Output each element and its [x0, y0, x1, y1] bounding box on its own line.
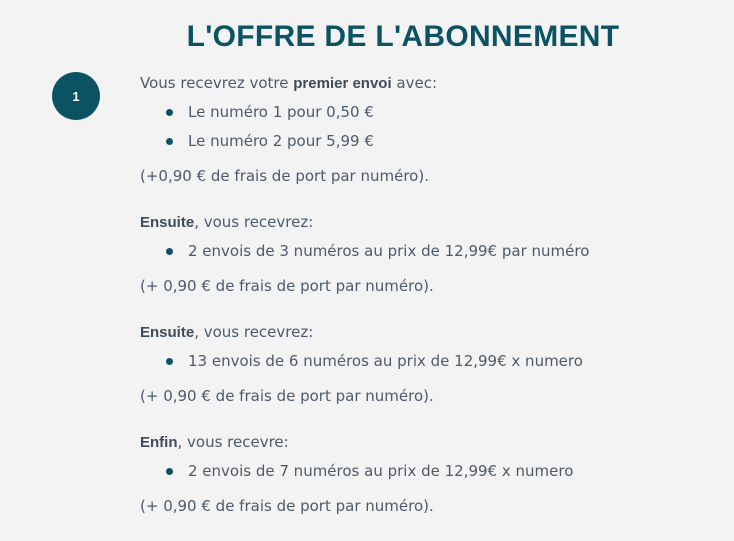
shipping-note: (+ 0,90 € de frais de port par numéro). — [140, 387, 434, 405]
intro-prefix: Vous recevrez votre — [140, 74, 294, 92]
offer-items-list — [140, 240, 720, 269]
offer-content — [140, 72, 720, 541]
section-intro — [140, 321, 720, 344]
list-item-text: Le numéro 1 pour 0,50 € — [188, 103, 374, 121]
bullet-icon — [166, 109, 173, 116]
intro-suffix: , vous recevrez: — [194, 323, 314, 341]
list-item — [140, 240, 720, 269]
list-item — [140, 350, 720, 379]
section-intro — [140, 211, 720, 234]
bullet-icon — [166, 138, 173, 145]
bullet-icon — [166, 358, 173, 365]
bullet-icon — [166, 468, 173, 475]
shipping-note: (+0,90 € de frais de port par numéro). — [140, 167, 429, 185]
intro-bold: Ensuite — [140, 214, 195, 231]
offer-section-finally — [140, 431, 720, 517]
intro-bold: Enfin — [140, 434, 178, 451]
list-item — [140, 130, 720, 159]
list-item — [140, 101, 720, 130]
offer-section-then-2 — [140, 321, 720, 407]
section-intro — [140, 431, 720, 454]
offer-section-then — [140, 211, 720, 297]
section-intro — [140, 72, 720, 95]
list-item-text: 2 envois de 7 numéros au prix de 12,99€ x numero — [188, 462, 574, 480]
offer-items-list — [140, 350, 720, 379]
offer-items-list — [140, 101, 720, 159]
intro-suffix: , vous recevrez: — [194, 213, 314, 231]
list-item — [140, 460, 720, 489]
shipping-note: (+ 0,90 € de frais de port par numéro). — [140, 277, 434, 295]
list-item-text: 13 envois de 6 numéros au prix de 12,99€ x numero — [188, 352, 583, 370]
intro-bold: Ensuite — [140, 324, 195, 341]
list-item-text: 2 envois de 3 numéros au prix de 12,99€ par numéro — [188, 242, 590, 260]
step-number-badge: 1 — [52, 72, 100, 120]
bullet-icon — [166, 248, 173, 255]
intro-suffix: , vous recevre: — [177, 433, 289, 451]
page-title: L'OFFRE DE L'ABONNEMENT — [186, 20, 620, 53]
shipping-note: (+ 0,90 € de frais de port par numéro). — [140, 497, 434, 515]
intro-suffix: avec: — [391, 74, 438, 92]
intro-bold: premier envoi — [293, 75, 392, 92]
offer-items-list — [140, 460, 720, 489]
offer-section-first-shipment — [140, 72, 720, 187]
list-item-text: Le numéro 2 pour 5,99 € — [188, 132, 374, 150]
